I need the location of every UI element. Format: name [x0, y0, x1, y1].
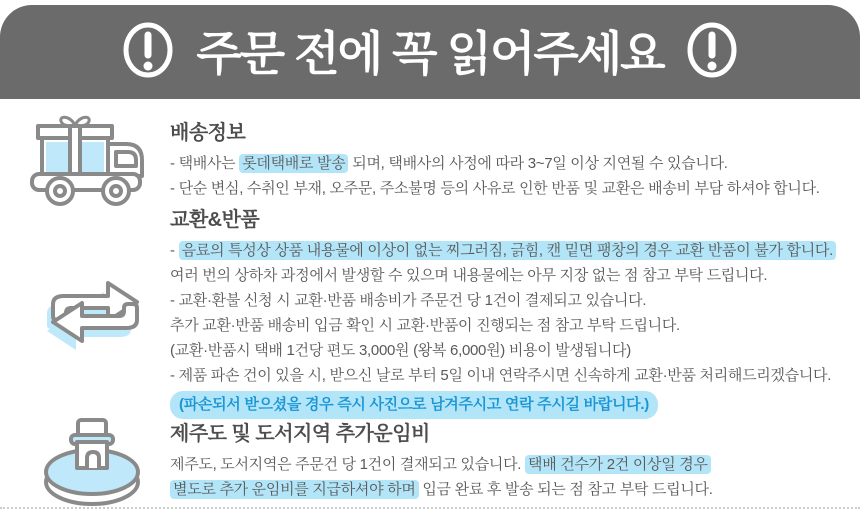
section-shipping [170, 116, 820, 201]
text-segment: - 택배사는 [170, 155, 240, 172]
notice-line [170, 363, 836, 388]
notice-line [170, 151, 820, 176]
alert-icon [686, 21, 738, 84]
notice-line [170, 238, 836, 263]
text-segment: 되며, 택배사의 사정에 따라 3~7일 이상 지연될 수 있습니다. [348, 155, 728, 172]
notice-line [170, 313, 836, 338]
highlighted-text: 롯데택배로 발송 [239, 154, 348, 173]
dotted-divider [0, 507, 860, 509]
notice-line [170, 288, 836, 313]
notice-line [170, 477, 713, 502]
section-island-fee [170, 417, 713, 502]
delivery-truck-icon [26, 112, 146, 213]
section-heading-exchange: 교환&반품 [170, 209, 260, 231]
text-segment: (교환·반품시 택배 1건당 편도 3,000원 (왕복 6,000원) 비용이 발생됩니다) [170, 342, 631, 359]
text-segment: - 제품 파손 건이 있을 시, 받으신 날로 부터 5일 이내 연락주시면 신속하게 교환·반품 처리해드리겠습니다. [170, 367, 832, 384]
text-segment: - [170, 242, 179, 259]
exchange-arrows-icon [38, 268, 152, 369]
text-segment: 여러 번의 상하차 과정에서 발생할 수 있으며 내용물에는 아무 지장 없는 점 참고 부탁 드립니다. [170, 267, 768, 284]
notice-line [170, 263, 836, 288]
damage-warning-text: (파손되서 받으셨을 경우 즉시 사진으로 남겨주시고 연락 주시길 바랍니다.) [170, 391, 658, 419]
highlighted-text: 택배 건수가 2건 이상일 경우 [525, 455, 711, 474]
header-banner [0, 5, 860, 99]
notice-line [170, 176, 820, 201]
notice-line [170, 452, 713, 477]
notice-line [170, 338, 836, 363]
page-title: 주문 전에 꼭 읽어주세요 [196, 26, 664, 80]
text-segment: - 단순 변심, 수취인 부재, 오주문, 주소불명 등의 사유로 인한 반품 및 교환은 배송비 부담 하셔야 합니다. [170, 180, 820, 197]
highlighted-text: 음료의 특성상 상품 내용물에 이상이 없는 찌그러짐, 긁힘, 캔 밑면 팽창의 경우 교환 반품이 불가 합니다. [179, 241, 836, 260]
highlighted-text: 별도로 추가 운임비를 지급하셔야 하며 [170, 480, 419, 499]
notice-line [170, 388, 836, 419]
section-heading-shipping: 배송정보 [170, 122, 246, 144]
text-segment: 추가 교환·반품 배송비 입금 확인 시 교환·반품이 진행되는 점 참고 부탁 드립니다. [170, 317, 680, 334]
section-heading-island-fee: 제주도 및 도서지역 추가운임비 [170, 423, 430, 445]
text-segment: 입금 완료 후 발송 되는 점 참고 부탁 드립니다. [418, 481, 713, 498]
text-segment: 제주도, 도서지역은 주문건 당 1건이 결재되고 있습니다. [170, 456, 526, 473]
text-segment: - 교환·환불 신청 시 교환·반품 배송비가 주문건 당 1건이 결제되고 있습니다. [170, 292, 647, 309]
island-icon [40, 416, 144, 513]
section-exchange-return [170, 203, 836, 419]
alert-icon [122, 21, 174, 84]
